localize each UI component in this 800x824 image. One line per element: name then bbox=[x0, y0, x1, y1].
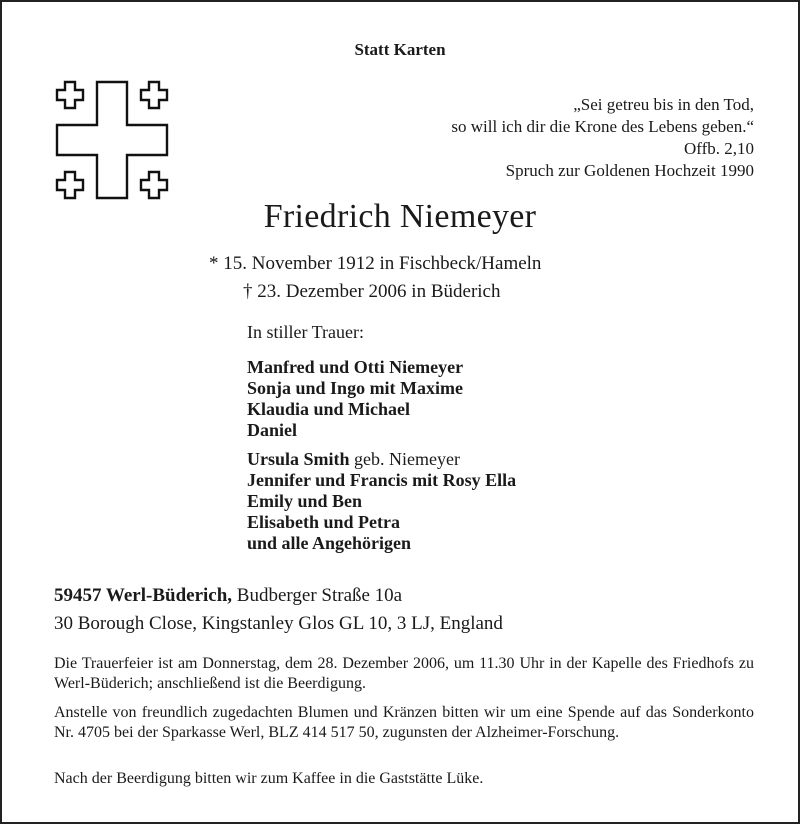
notice-header: Statt Karten bbox=[354, 40, 446, 59]
donation-text: Anstelle von freundlich zugedachten Blumen und Kränzen bitten wir um eine Spende auf das Sonderkonto Nr. 4705 bei der Sparkasse Werl, BLZ 414 517 50, zugunsten der Alzheimer-Forschung. bbox=[54, 704, 754, 741]
deceased-name: Friedrich Niemeyer bbox=[263, 198, 537, 235]
quote-line-1: „Sei getreu bis in den Tod, bbox=[573, 95, 754, 114]
mourners-group-2 bbox=[247, 449, 516, 554]
bible-quote bbox=[451, 94, 754, 182]
address-line-2: 30 Borough Close, Kingstanley Glos GL 10, 3 LJ, England bbox=[54, 613, 503, 634]
coffee-notice bbox=[54, 769, 754, 789]
mourner-line: Sonja und Ingo mit Maxime bbox=[247, 378, 464, 398]
mourner-name-bold: Ursula Smith bbox=[247, 449, 350, 469]
mourner-line: Manfred und Otti Niemeyer bbox=[247, 357, 464, 377]
mourner-maiden-name: geb. Niemeyer bbox=[349, 449, 460, 469]
quote-line-2: so will ich dir die Krone des Lebens geben.“ bbox=[451, 117, 754, 136]
mourner-line bbox=[247, 449, 516, 470]
jerusalem-cross-icon bbox=[51, 76, 173, 204]
mourners-group-1 bbox=[247, 357, 463, 441]
coffee-text: Nach der Beerdigung bitten wir zum Kaffee in die Gaststätte Lüke. bbox=[54, 770, 484, 787]
address-street: Budberger Straße 10a bbox=[232, 585, 403, 606]
funeral-text: Die Trauerfeier ist am Donnerstag, dem 28. Dezember 2006, um 11.30 Uhr in der Kapelle des Friedhofs zu Werl-Büderich; anschließend ist die Beerdigung. bbox=[54, 655, 754, 692]
mourner-line: Elisabeth und Petra bbox=[247, 512, 401, 532]
address-line-1 bbox=[54, 582, 503, 610]
mourners-label: In stiller Trauer: bbox=[247, 322, 364, 342]
mourner-line: und alle Angehörigen bbox=[247, 533, 412, 553]
donation-notice bbox=[54, 703, 754, 743]
death-date: † 23. Dezember 2006 in Büderich bbox=[243, 281, 501, 302]
mourner-line: Jennifer und Francis mit Rosy Ella bbox=[247, 470, 517, 490]
life-dates bbox=[209, 250, 541, 306]
funeral-notice bbox=[54, 654, 754, 694]
quote-occasion: Spruch zur Goldenen Hochzeit 1990 bbox=[505, 161, 754, 180]
family-address bbox=[54, 582, 503, 638]
address-city: 59457 Werl-Büderich, bbox=[54, 585, 233, 606]
mourner-line: Klaudia und Michael bbox=[247, 399, 411, 419]
mourner-line: Emily und Ben bbox=[247, 491, 363, 511]
quote-reference: Offb. 2,10 bbox=[683, 139, 754, 158]
birth-date: * 15. November 1912 in Fischbeck/Hameln bbox=[209, 253, 542, 274]
mourner-line: Daniel bbox=[247, 420, 298, 440]
